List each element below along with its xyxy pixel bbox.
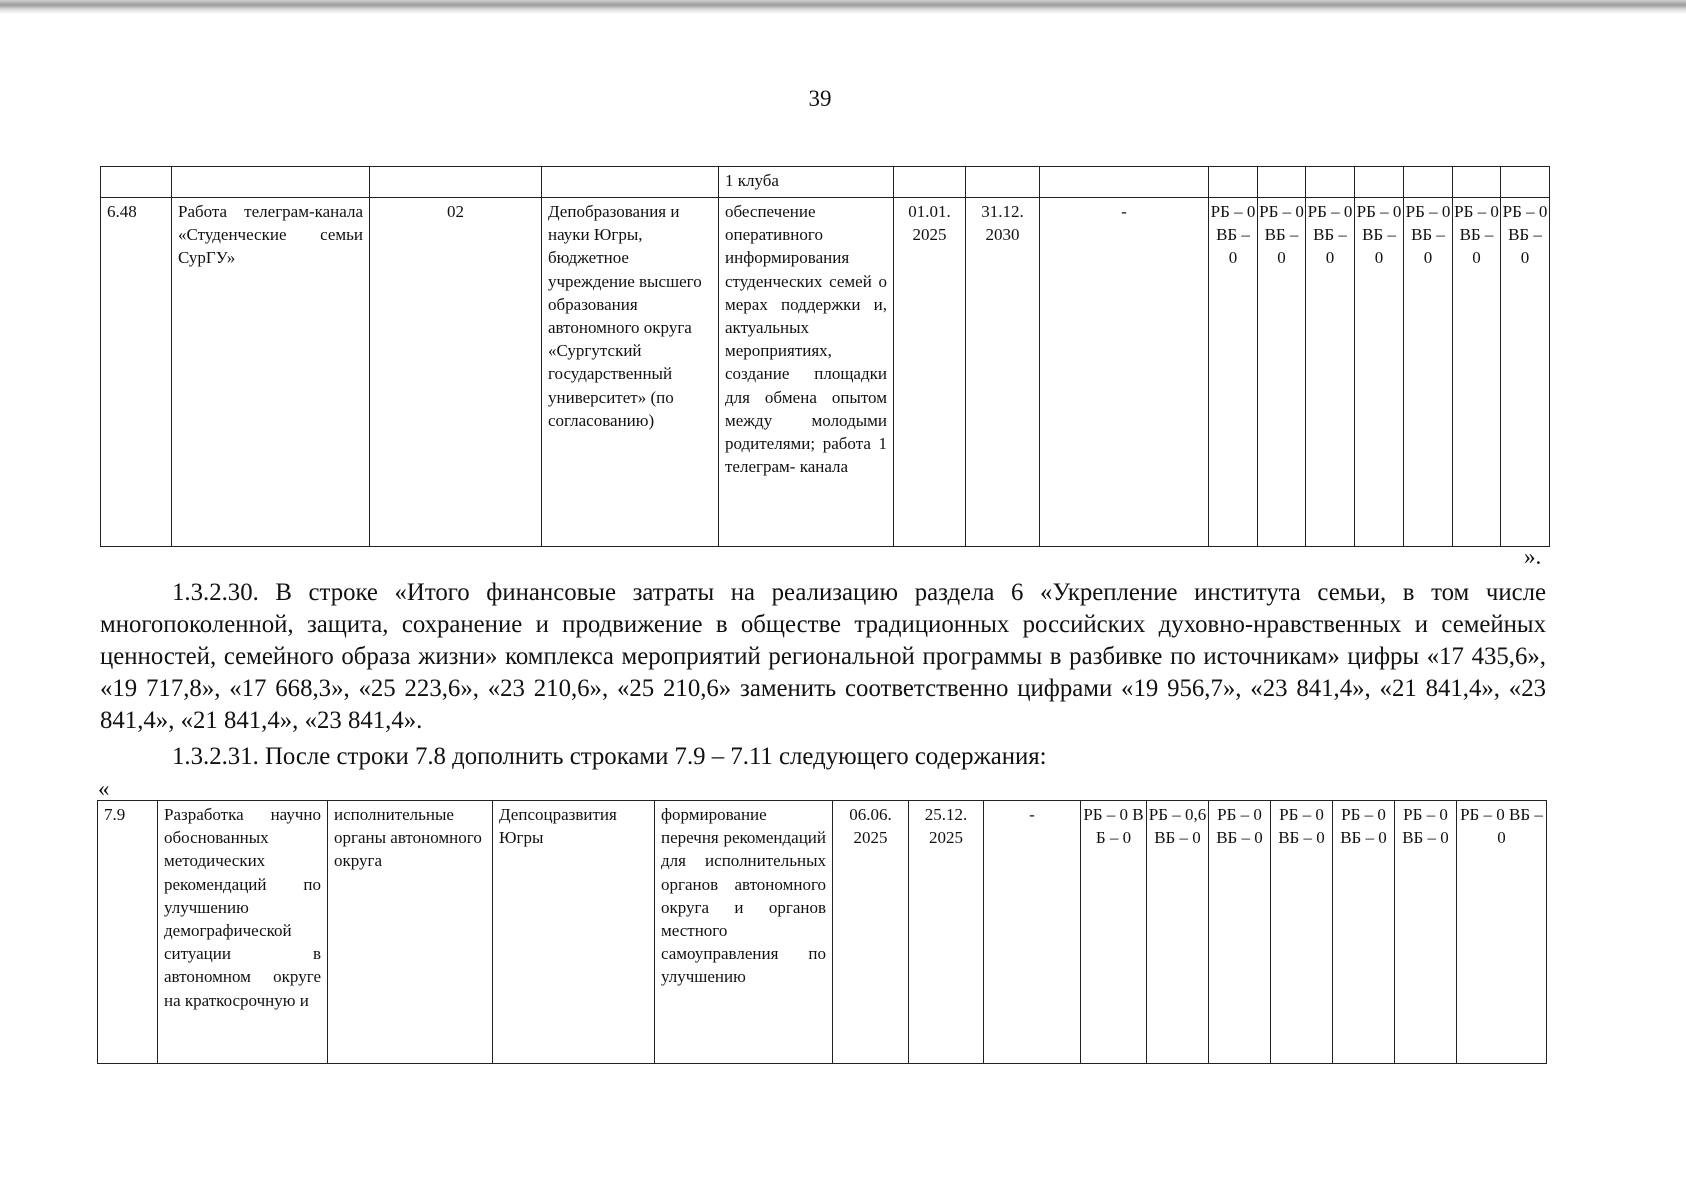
opening-quote: « <box>98 776 110 801</box>
indicator-dash: - <box>1040 198 1209 547</box>
financing-cell: РБ – 0 ВБ – 0 <box>1501 198 1550 547</box>
measure-name: Работа телеграм-канала «Студенческие семьи СурГУ» <box>172 198 370 547</box>
end-date: 25.12. 2025 <box>909 801 984 1064</box>
table-row-7-9 <box>98 801 1547 1064</box>
paragraph-1-3-2-30: 1.3.2.30. В строке «Итого финансовые затраты на реализацию раздела 6 «Укрепление института семьи, в том числе многопоколенной, защита, сохранение и продвижение в обществе традиционных российских духовно-нравственных и семейных ценностей, семейного образа жизни» комплекса мероприятий региональной программы в разбивке по источникам» цифры «17 435,6», «19 717,8», «17 668,3», «25 223,6», «23 210,6», «25 210,6» заменить соответственно цифрами «19 956,7», «23 841,4», «21 841,4», «23 841,4», «21 841,4», «23 841,4». <box>100 579 1546 734</box>
expected-result: обеспечение оперативного информирования студенческих семей о мерах поддержки и, актуальных мероприятиях, создание площадки для обмена опытом между молодыми родителями; работа 1 телеграм- канала <box>719 198 894 547</box>
financing-cell: РБ – 0 ВБ – 0 <box>1081 801 1147 1064</box>
result-fragment: 1 клуба <box>719 167 894 198</box>
start-date: 01.01. 2025 <box>894 198 966 547</box>
financing-cell: РБ – 0 ВБ – 0 <box>1271 801 1333 1064</box>
table-row-carryover <box>101 167 1550 198</box>
table-row-6-48 <box>101 198 1550 547</box>
financing-cell: РБ – 0 ВБ – 0 <box>1404 198 1453 547</box>
closing-quote: ». <box>1524 544 1542 569</box>
financing-cell: РБ – 0,6 ВБ – 0 <box>1147 801 1209 1064</box>
financing-cell: РБ – 0 ВБ – 0 <box>1457 801 1547 1064</box>
financing-cell: РБ – 0 ВБ – 0 <box>1209 198 1258 547</box>
financing-cell: РБ – 0 ВБ – 0 <box>1355 198 1404 547</box>
paragraph-1-3-2-31: 1.3.2.31. После строки 7.8 дополнить строками 7.9 – 7.11 следующего содержания: <box>172 743 1047 770</box>
financing-cell: РБ – 0 ВБ – 0 <box>1306 198 1355 547</box>
measures-table-continuation <box>100 166 1550 547</box>
indicator-dash: - <box>984 801 1081 1064</box>
executor: Депобразования и науки Югры, бюджетное учреждение высшего образования автономного округа «Сургутский государственный университет» (по согласованию) <box>542 198 719 547</box>
row-number: 7.9 <box>98 801 158 1064</box>
financing-cell: РБ – 0 ВБ – 0 <box>1209 801 1271 1064</box>
start-date: 06.06. 2025 <box>833 801 909 1064</box>
end-date: 31.12. 2030 <box>966 198 1040 547</box>
row-number: 6.48 <box>101 198 172 547</box>
page-number: 39 <box>808 86 832 111</box>
executor: исполнительные органы автономного округа <box>328 801 493 1064</box>
financing-cell: РБ – 0 ВБ – 0 <box>1395 801 1457 1064</box>
responsible-department: Депсоцразвития Югры <box>493 801 655 1064</box>
financing-cell: РБ – 0 ВБ – 0 <box>1453 198 1501 547</box>
measures-table-new-rows <box>97 800 1547 1064</box>
measure-name: Разработка научно обоснованных методических рекомендаций по улучшению демографической ситуации в автономном округе на краткосрочную и <box>158 801 328 1064</box>
scan-top-edge <box>0 0 1686 14</box>
financing-cell: РБ – 0 ВБ – 0 <box>1333 801 1395 1064</box>
expected-result: формирование перечня рекомендаций для исполнительных органов автономного округа и органов местного самоуправления по улучшению <box>655 801 833 1064</box>
financing-cell: РБ – 0 ВБ – 0 <box>1258 198 1306 547</box>
measure-code: 02 <box>370 198 542 547</box>
